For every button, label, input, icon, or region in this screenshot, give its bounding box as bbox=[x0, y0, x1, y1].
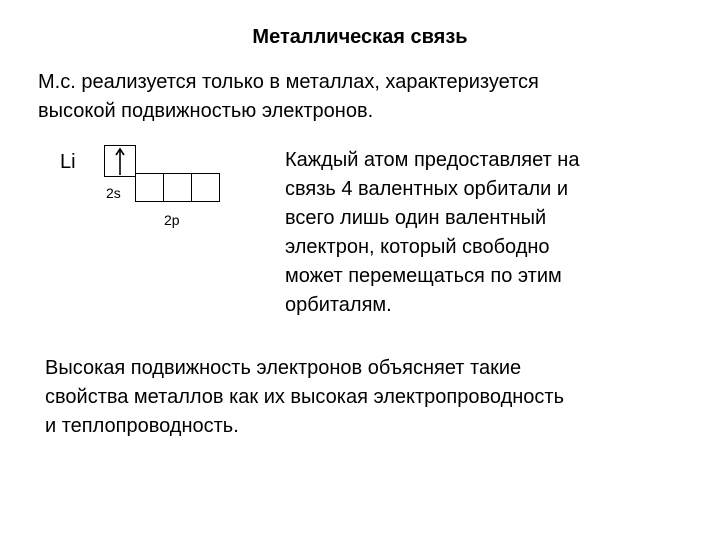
explanation-line: всего лишь один валентный bbox=[285, 207, 547, 229]
orbital-2p-cell bbox=[191, 173, 220, 202]
orbital-2p-cell bbox=[135, 173, 164, 202]
slide-title: Металлическая связь bbox=[252, 26, 468, 48]
conclusion-paragraph bbox=[45, 354, 705, 441]
intro-line: высокой подвижностью электронов. bbox=[38, 100, 374, 122]
explanation-line: связь 4 валентных орбитали и bbox=[285, 178, 569, 200]
orbital-2s-label: 2s bbox=[106, 185, 121, 201]
conclusion-line: свойства металлов как их высокая электропроводность bbox=[45, 386, 564, 408]
conclusion-line: и теплопроводность. bbox=[45, 415, 239, 437]
explanation-line: орбиталям. bbox=[285, 294, 392, 316]
orbital-2p-label: 2p bbox=[164, 212, 180, 228]
element-symbol: Li bbox=[60, 151, 76, 173]
explanation-line: электрон, который свободно bbox=[285, 236, 550, 258]
up-arrow-icon bbox=[114, 146, 126, 176]
intro-line: М.с. реализуется только в металлах, характеризуется bbox=[38, 71, 539, 93]
explanation-paragraph bbox=[285, 146, 705, 320]
orbital-2p-cell bbox=[163, 173, 192, 202]
explanation-line: Каждый атом предоставляет на bbox=[285, 149, 580, 171]
conclusion-line: Высокая подвижность электронов объясняет такие bbox=[45, 357, 522, 379]
explanation-line: может перемещаться по этим bbox=[285, 265, 562, 287]
orbital-diagram bbox=[0, 0, 300, 260]
